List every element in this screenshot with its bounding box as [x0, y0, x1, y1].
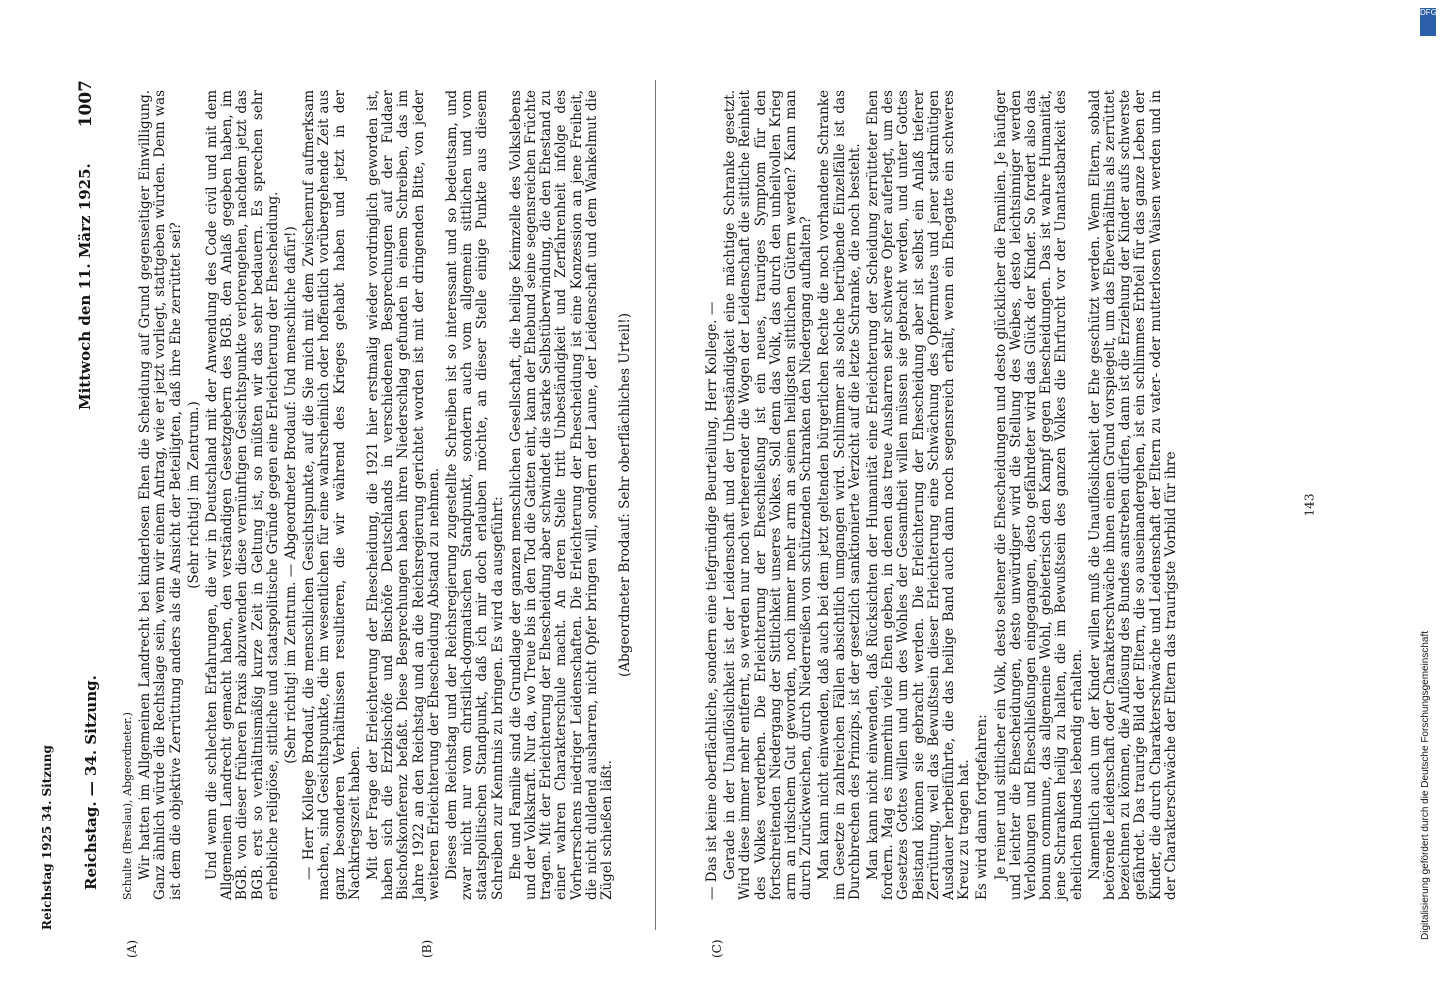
running-header	[70, 80, 110, 930]
paragraph: Namentlich auch um der Kinder willen muß die Unauflöslichkeit der Ehe geschützt werden. Wenn Eltern, sobald betörende Leidenschaft oder Charakterschwäche ihnen einen Grund vorspiegelt, um das Eheverhältnis als zerrüttet bezeichnen zu können, die Auflösung des Bundes anstreben dürfen, dann ist die Erziehung der Kinder aufs schwerste gefährdet. Das traurige Bild der Eltern, die so auseinandergehen, ist ein schlimmes Erbteil für das ganze Leben der Kinder, die durch Charakterschwäche und Leidenschaft der Eltern zu vater- oder mutterlosen Waisen werden und in der Charakterschwäche der Eltern das traurigste Vorbild für ihre	[1086, 90, 1179, 900]
page-number: 1007	[76, 80, 96, 128]
paragraph: Und wenn die schlechten Erfahrungen, die wir in Deutschland mit der Anwendung des Code civil und mit dem Allgemeinen Landrecht gemacht haben, den verständigen Gesetzgebern des BGB. den Anlaß gegeben haben, im BGB. von dieser früheren Praxis abzuwenden diese vernünftigen Gesichtspunkte verlorengehen, nachdem jetzt das BGB. erst so verhältnismäßig kurze Zeit in Geltung ist, so müßten wir das sehr bedauern. Es sprechen sehr erhebliche religiöse, sittliche und staatspolitische Gründe gegen eine Erleichterung der Ehescheidung.	[204, 90, 281, 900]
sidebar-note	[1420, 180, 1440, 940]
paragraph: Dieses dem Reichstag und der Reichsregierung zugestellte Schreiben ist so interessant und so bedeutsam, und zwar nicht nur vom christlich-dogmatischen Standpunkt, sondern auch vom allgemein sittlichen und vom staatspolitischen Standpunkt, daß ich mir doch erlauben möchte, an dieser Stelle einige Punkte aus diesem Schreiben zur Kenntnis zu bringen. Es wird da ausgeführt:	[444, 90, 506, 900]
column-left	[120, 90, 637, 900]
paragraph: — Herr Kollege Brodauf, die menschlichen Gesichtspunkte, auf die Sie mich mit dem Zwischenruf aufmerksam machen, sind Gesichtspunkte, die im wesentlichen für eine wahrscheinlich oder hoffentlich vorübergehende Zeit aus ganz besonderen Verhältnissen resultieren, die wir während des Krieges gehabt haben und jetzt in der Nachkriegszeit haben.	[301, 90, 363, 900]
interjection: (Abgeordneter Brodauf: Sehr oberflächliches Urteil!)	[617, 313, 634, 677]
interjection: (Sehr richtig! im Zentrum.)	[185, 401, 202, 589]
margin-marker-a: (A)	[125, 939, 139, 958]
sidebar-note-text: Digitalisierung gefördert durch die Deutsche Forschungsgemeinschaft	[1420, 630, 1431, 940]
header-center: Mittwoch den 11. März 1925.	[76, 163, 94, 410]
column-right-text	[705, 90, 1179, 900]
dfg-logo: DFG	[1420, 8, 1436, 36]
margin-marker-c: (C)	[710, 939, 724, 958]
paragraph: Man kann nicht einwenden, daß Rücksichten der Humanität eine Erleichterung der Scheidung zerrütteter Ehen fordern. Mag es immerhin viele Ehen geben, in denen das treue Ausharren sehr schwere Opfer auferlegt, um des Gesetzes Gottes willen und um des Wohles der Gesamtheit willen müssen sie gebracht werden, und unter Gottes Beistand können sie gebracht werden. Die Erleichterung der Ehescheidung aber ist selbst ein Anlaß tieferer Zerrüttung, weil das Bewußtsein dieser Erleichterung eine Schwächung des Opfermutes und jener starkmütigen Ausdauer herbeiführte, die das heilige Band auch dann noch segensreich erhält, wenn ein Ehegatte ein schweres Kreuz zu tragen hat.	[865, 90, 973, 900]
interjection: (Sehr richtig! im Zentrum. — Abgeordneter Brodauf: Und menschliche dafür!)	[283, 226, 300, 764]
column-right	[705, 90, 1182, 900]
header-left: Reichstag. — 34. Sitzung.	[82, 675, 100, 890]
column-divider	[655, 80, 656, 930]
paragraph: Ehe und Familie sind die Grundlage der ganzen menschlichen Gesellschaft, die heilige Keimzelle des Volkslebens und der Volkskraft. Nur da, wo Treue bis in den Tod die Gatten eint, kann der Ehebund seine segensreichen Früchte tragen. Mit der Erleichterung der Ehescheidung aber schwindet die starke Selbstüberwindung, die den Ehestand zu einer wahren Charakterschule macht. An deren Stelle tritt Unbeständigkeit und Zerfahrenheit infolge des Vorherrschens niedriger Leidenschaften. Die Erleichterung der Ehescheidung ist eine Konzession an jene Freiheit, die nicht duldend ausharren, nicht Opfer bringen will, sondern der Laune, der Leidenschaft und dem Wankelmut die Zügel schießen läßt.	[507, 90, 616, 900]
speaker-header: Schulte (Breslau), Abgeordneter.)	[121, 712, 134, 900]
column-left-text	[138, 90, 633, 900]
paragraph: — Das ist keine oberflächliche, sondern eine tiefgründige Beurteilung, Herr Kollege. —	[704, 301, 720, 900]
paragraph: Je reiner und sittlicher ein Volk, desto seltener die Ehescheidungen und desto glücklicher die Familien. Je häufiger und leichter die Ehescheidungen, desto unwürdiger wird die Stellung des Weibes, desto leichtsinniger werden Verlobungen und Eheschließungen eingegangen, desto gefährdeter wird das Glück der Kinder. So fordert also das bonum commune, das allgemeine Wohl, gebieterisch den Kampf gegen Ehescheidungen. Das ist wahre Humanität, jene Schranken heilig zu halten, die im Bewußtsein des ganzen Volkes die Ehrfurcht vor der Unantastbarkeit des ehelichen Bundes lebendig erhalten.	[992, 90, 1085, 900]
margin-marker-b: (B)	[420, 939, 434, 958]
paragraph: Man kann nicht einwenden, daß auch bei dem jetzt geltenden bürgerlichen Rechte die noch vorhandene Schranke im Gesetze in zahlreichen Fällen absichtlich umgangen wird. Schlimmer als solche betrübende Einzelfälle ist das Durchbrechen des Prinzips, ist der gesetzlich sanktionierte Verzicht auf die letzte Schranke, die noch besteht.	[816, 90, 863, 900]
footer	[40, 745, 54, 930]
paragraph: Mit der Frage der Erleichterung der Ehescheidung, die 1921 hier erstmalig wieder vordringlich geworden ist, haben sich die Erzbischöfe und Bischöfe Deutschlands in verschiedenen Besprechungen auf der Fuldaer Bischofskonferenz befaßt. Diese Besprechungen haben ihren Niederschlag gefunden in einem Schreiben, das im Jahre 1922 an den Reichstag und an die Reichsregierung gerichtet worden ist mit der dringenden Bitte, von jeder weiteren Erleichterung der Ehescheidung Abstand zu nehmen.	[365, 90, 442, 900]
paragraph: Es wird dann fortgefahren:	[974, 714, 991, 900]
footer-page-number: 143	[1302, 493, 1317, 517]
rotated-page-content	[40, 80, 1320, 958]
footer-left: Reichstag 1925 34. Sitzung	[40, 745, 54, 930]
paragraph: Gerade in der Unauflöslichkeit ist der Leidenschaft und der Unbeständigkeit eine mächtige Schranke gesetzt. Wird diese immer mehr entfernt, so werden nur noch verheerender die Wogen der Leidenschaft die sittliche Reinheit des Volkes verderben. Die Erleichterung der Eheschließung ist ein neues, trauriges Symptom für den fortschreitenden Niedergang der Sittlichkeit unseres Volkes. Soll denn das Volk, das durch den unheilvollen Krieg arm an irdischem Gut geworden, noch immer mehr arm an seinen heiligsten sittlichen Gütern werden? Kann man durch Zurückweichen, durch Niederreißen von schützenden Schranken den Niedergang aufhalten?	[722, 90, 815, 900]
paragraph: Wir hatten im Allgemeinen Landrecht bei kinderlosen Ehen die Scheidung auf Grund gegenseitiger Einwilligung. Ganz ähnlich würde die Rechtslage sein, wenn wir einem Antrag, wie er jetzt vorliegt, stattgeben würden. Denn was ist dem die objektive Zerrüttung anders als die Ansicht der Beteiligten, daß ihre Ehe zerrüttet sei?	[137, 90, 184, 900]
